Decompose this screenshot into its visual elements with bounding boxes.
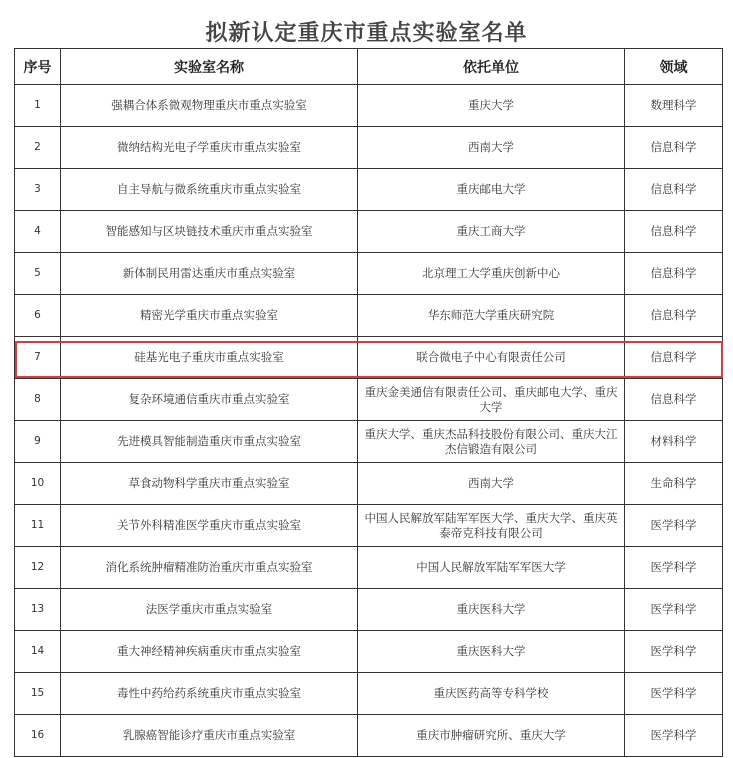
cell-supporting-unit: 重庆工商大学	[358, 211, 625, 253]
cell-lab-name: 精密光学重庆市重点实验室	[61, 295, 358, 337]
cell-serial-number: 11	[15, 505, 61, 547]
table-row	[15, 85, 723, 127]
cell-serial-number: 4	[15, 211, 61, 253]
cell-field: 医学科学	[625, 631, 723, 673]
cell-serial-number: 8	[15, 379, 61, 421]
table-row	[15, 211, 723, 253]
cell-lab-name: 自主导航与微系统重庆市重点实验室	[61, 169, 358, 211]
cell-lab-name: 毒性中药给药系统重庆市重点实验室	[61, 673, 358, 715]
cell-lab-name: 强耦合体系微观物理重庆市重点实验室	[61, 85, 358, 127]
cell-field: 信息科学	[625, 295, 723, 337]
cell-supporting-unit: 重庆医药高等专科学校	[358, 673, 625, 715]
cell-lab-name: 乳腺癌智能诊疗重庆市重点实验室	[61, 715, 358, 757]
cell-lab-name: 新体制民用雷达重庆市重点实验室	[61, 253, 358, 295]
cell-lab-name: 法医学重庆市重点实验室	[61, 589, 358, 631]
cell-supporting-unit: 重庆大学、重庆杰品科技股份有限公司、重庆大江杰信锻造有限公司	[358, 421, 625, 463]
cell-supporting-unit: 中国人民解放军陆军军医大学、重庆大学、重庆英泰帝克科技有限公司	[358, 505, 625, 547]
cell-lab-name: 关节外科精准医学重庆市重点实验室	[61, 505, 358, 547]
page-title: 拟新认定重庆市重点实验室名单	[205, 20, 528, 46]
cell-serial-number: 2	[15, 127, 61, 169]
cell-serial-number: 7	[15, 337, 61, 379]
cell-supporting-unit: 重庆邮电大学	[358, 169, 625, 211]
cell-field: 生命科学	[625, 463, 723, 505]
cell-field: 信息科学	[625, 253, 723, 295]
header-lab-name: 实验室名称	[61, 49, 358, 85]
cell-lab-name: 消化系统肿瘤精准防治重庆市重点实验室	[61, 547, 358, 589]
table-row	[15, 253, 723, 295]
cell-serial-number: 3	[15, 169, 61, 211]
laboratory-list-table	[14, 48, 723, 757]
cell-field: 信息科学	[625, 211, 723, 253]
cell-supporting-unit: 重庆市肿瘤研究所、重庆大学	[358, 715, 625, 757]
cell-serial-number: 16	[15, 715, 61, 757]
table-row	[15, 463, 723, 505]
table-row	[15, 715, 723, 757]
table-row	[15, 169, 723, 211]
cell-supporting-unit: 重庆金美通信有限责任公司、重庆邮电大学、重庆大学	[358, 379, 625, 421]
cell-field: 医学科学	[625, 505, 723, 547]
cell-field: 信息科学	[625, 169, 723, 211]
cell-serial-number: 12	[15, 547, 61, 589]
cell-lab-name: 微纳结构光电子学重庆市重点实验室	[61, 127, 358, 169]
table-row	[15, 589, 723, 631]
cell-supporting-unit: 西南大学	[358, 127, 625, 169]
table-row	[15, 127, 723, 169]
cell-supporting-unit: 中国人民解放军陆军军医大学	[358, 547, 625, 589]
cell-field: 医学科学	[625, 673, 723, 715]
cell-field: 医学科学	[625, 589, 723, 631]
header-supporting-unit: 依托单位	[358, 49, 625, 85]
cell-supporting-unit: 联合微电子中心有限责任公司	[358, 337, 625, 379]
cell-field: 数理科学	[625, 85, 723, 127]
header-field: 领域	[625, 49, 723, 85]
cell-serial-number: 13	[15, 589, 61, 631]
cell-supporting-unit: 西南大学	[358, 463, 625, 505]
table-row	[15, 295, 723, 337]
cell-lab-name: 智能感知与区块链技术重庆市重点实验室	[61, 211, 358, 253]
cell-supporting-unit: 华东师范大学重庆研究院	[358, 295, 625, 337]
table-header-row	[15, 49, 723, 85]
table-row	[15, 379, 723, 421]
cell-supporting-unit: 重庆医科大学	[358, 589, 625, 631]
cell-serial-number: 6	[15, 295, 61, 337]
table-row	[15, 421, 723, 463]
cell-lab-name: 硅基光电子重庆市重点实验室	[61, 337, 358, 379]
cell-supporting-unit: 北京理工大学重庆创新中心	[358, 253, 625, 295]
cell-serial-number: 1	[15, 85, 61, 127]
table-row	[15, 673, 723, 715]
table-row-highlighted	[15, 337, 723, 379]
cell-serial-number: 15	[15, 673, 61, 715]
cell-serial-number: 9	[15, 421, 61, 463]
cell-field: 信息科学	[625, 127, 723, 169]
header-serial-number: 序号	[15, 49, 61, 85]
cell-lab-name: 草食动物科学重庆市重点实验室	[61, 463, 358, 505]
cell-serial-number: 10	[15, 463, 61, 505]
cell-supporting-unit: 重庆大学	[358, 85, 625, 127]
cell-lab-name: 重大神经精神疾病重庆市重点实验室	[61, 631, 358, 673]
cell-field: 医学科学	[625, 715, 723, 757]
cell-field: 信息科学	[625, 337, 723, 379]
cell-lab-name: 复杂环境通信重庆市重点实验室	[61, 379, 358, 421]
table-row	[15, 505, 723, 547]
cell-lab-name: 先进模具智能制造重庆市重点实验室	[61, 421, 358, 463]
cell-field: 信息科学	[625, 379, 723, 421]
table-row	[15, 547, 723, 589]
cell-supporting-unit: 重庆医科大学	[358, 631, 625, 673]
cell-field: 医学科学	[625, 547, 723, 589]
cell-serial-number: 14	[15, 631, 61, 673]
table-row	[15, 631, 723, 673]
cell-field: 材料科学	[625, 421, 723, 463]
cell-serial-number: 5	[15, 253, 61, 295]
